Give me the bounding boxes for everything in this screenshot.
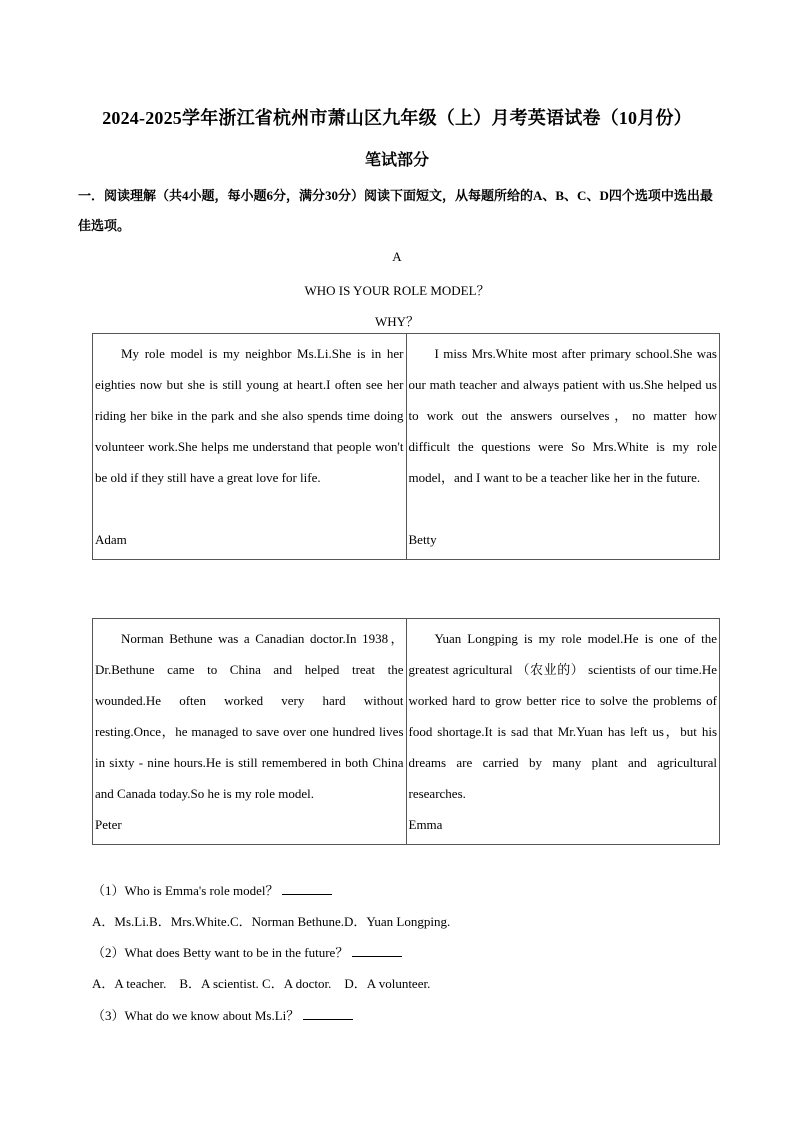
box-adam [93,334,407,560]
role-model-table-top [92,333,720,560]
answer-blank[interactable] [282,894,332,895]
question-2-options: A．A teacher. B．A scientist. C．A doctor. D．A volunteer. [92,976,431,991]
answer-blank[interactable] [303,1019,353,1020]
question-2 [92,942,402,961]
question-stem: （3）What do we know about Ms.Li？ [92,1008,300,1023]
question-1-options: A．Ms.Li.B．Mrs.White.C．Norman Bethune.D．Yuan Longping. [92,914,451,929]
question-1 [92,880,332,899]
question-stem: （2）What does Betty want to be in the future？ [92,945,349,960]
question-3 [92,1005,353,1024]
passage-subheading: WHY？ [374,314,420,329]
page-title: 2024-2025学年浙江省杭州市萧山区九年级（上）月考英语试卷（10月份） [102,108,692,128]
box-text: Norman Bethune was a Canadian doctor.In 1938，Dr.Bethune came to China and helped treat the wounded.He often worked very hard without resting.Once，he managed to save over one hundred lives in sixty - nine hours.He is still remembered in both China and Canada today.So he is my role model. [95,631,404,801]
passage-heading: WHO IS YOUR ROLE MODEL？ [304,283,490,298]
box-text: My role model is my neighbor Ms.Li.She is in her eighties now but she is still young at heart.I often see her riding her bike in the park and she also spends time doing volunteer work.She helps me understand that people won't be old if they still have a great love for life. [95,346,404,485]
box-name: Betty [408,532,437,547]
section-instructions: 一．阅读理解（共4小题，每小题6分，满分30分）阅读下面短文，从每题所给的A、B、C、D四个选项中选出最佳选项。 [78,188,713,233]
box-emma [406,619,720,845]
box-text: I miss Mrs.White most after primary school.She was our math teacher and always patient with us.She helped us to work out the answers ourselves，no matter how difficult the questions were So Mrs.White is my role model，and I want to be a teacher like her in the future. [408,346,717,485]
box-betty [406,334,720,560]
answer-blank[interactable] [352,956,402,957]
question-stem: （1）Who is Emma's role model？ [92,883,279,898]
box-name: Adam [95,532,127,547]
box-name: Peter [95,817,122,832]
section-subtitle: 笔试部分 [364,152,429,169]
role-model-table-bottom [92,618,720,845]
box-peter [93,619,407,845]
box-name: Emma [408,817,443,832]
passage-label: A [392,249,402,264]
box-text: Yuan Longping is my role model.He is one of the greatest agricultural （农业的） scientists of our time.He worked hard to grow better rice to solve the problems of food shortage.It is sad that Mr.Yuan has left us，but his dreams are carried by many plant and agricultural researches. [408,631,717,801]
